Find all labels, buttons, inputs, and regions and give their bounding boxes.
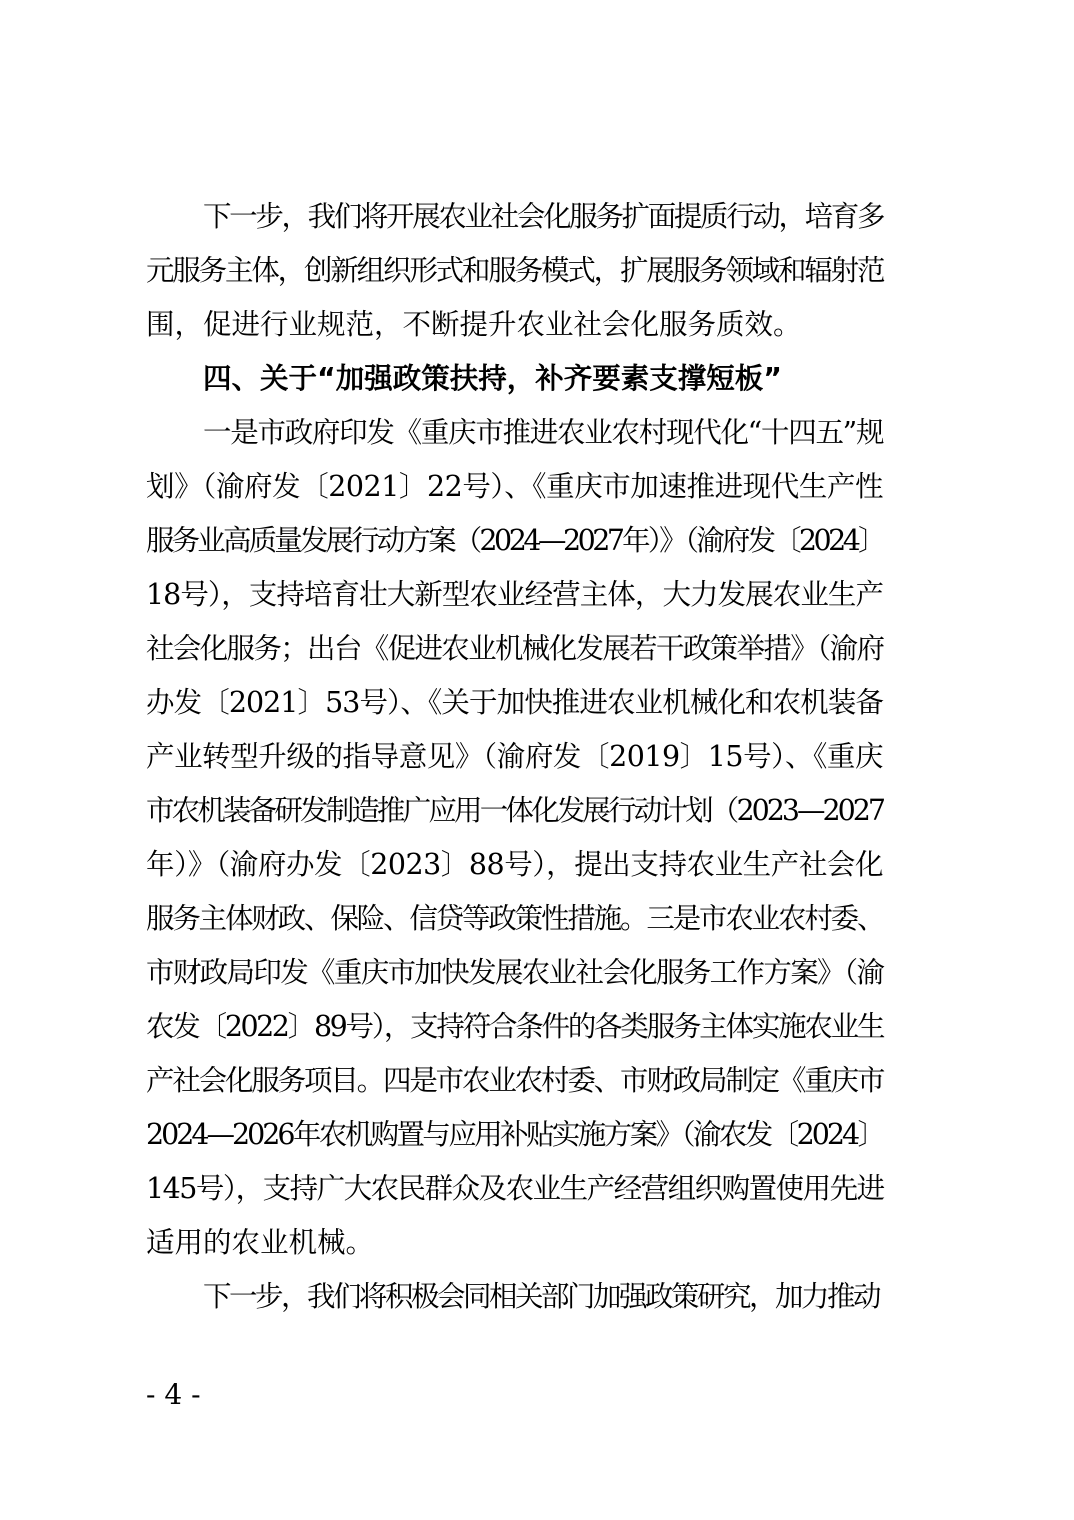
text-line: 产社会化服务项目。四是市农业农村委、市财政局制定《重庆市: [146, 1064, 883, 1097]
text-line: 服务主体财政、保险、信贷等政策性措施。三是市农业农村委、: [146, 902, 883, 935]
text-line: 适用的农业机械。: [146, 1226, 375, 1259]
text-line: 服务业高质量发展行动方案（2024—2027年）》（渝府发〔2024〕: [146, 524, 883, 557]
text-line: 围，促进行业规范，不断提升农业社会化服务质效。: [146, 308, 802, 341]
text-line: 划》（渝府发〔2021〕22号）、《重庆市加速推进现代生产性: [146, 470, 883, 503]
paragraph: [146, 1270, 940, 1324]
paragraph: [146, 406, 940, 1270]
text-line: 社会化服务；出台《促进农业机械化发展若干政策举措》（渝府: [146, 632, 883, 665]
text-line: 2024—2026年农机购置与应用补贴实施方案》（渝农发〔2024〕: [146, 1118, 883, 1151]
document-body: [146, 190, 940, 1324]
paragraph: [146, 190, 940, 352]
text-line: 办发〔2021〕53号）、《关于加快推进农业机械化和农机装备: [146, 686, 883, 719]
section-heading: [146, 352, 940, 406]
text-line: 一是市政府印发《重庆市推进农业农村现代化“十四五”规: [203, 416, 883, 449]
text-line: 下一步，我们将积极会同相关部门加强政策研究，加力推动: [203, 1280, 880, 1313]
text-line: 下一步，我们将开展农业社会化服务扩面提质行动，培育多: [203, 200, 883, 233]
text-line: 145号），支持广大农民群众及农业生产经营组织购置使用先进: [146, 1172, 884, 1205]
text-line: 四、关于“加强政策扶持，补齐要素支撑短板”: [203, 362, 782, 395]
page-number: - 4 -: [146, 1378, 201, 1411]
text-line: 18号），支持培育壮大新型农业经营主体，大力发展农业生产: [146, 578, 883, 611]
text-line: 市农机装备研发制造推广应用一体化发展行动计划（2023—2027: [146, 794, 883, 827]
text-line: 市财政局印发《重庆市加快发展农业社会化服务工作方案》（渝: [146, 956, 883, 989]
text-line: 元服务主体，创新组织形式和服务模式，扩展服务领域和辐射范: [146, 254, 883, 287]
text-line: 产业转型升级的指导意见》（渝府发〔2019〕15号）、《重庆: [146, 740, 883, 773]
text-line: 年）》（渝府办发〔2023〕88号），提出支持农业生产社会化: [146, 848, 883, 881]
text-line: 农发〔2022〕89号），支持符合条件的各类服务主体实施农业生: [146, 1010, 883, 1043]
